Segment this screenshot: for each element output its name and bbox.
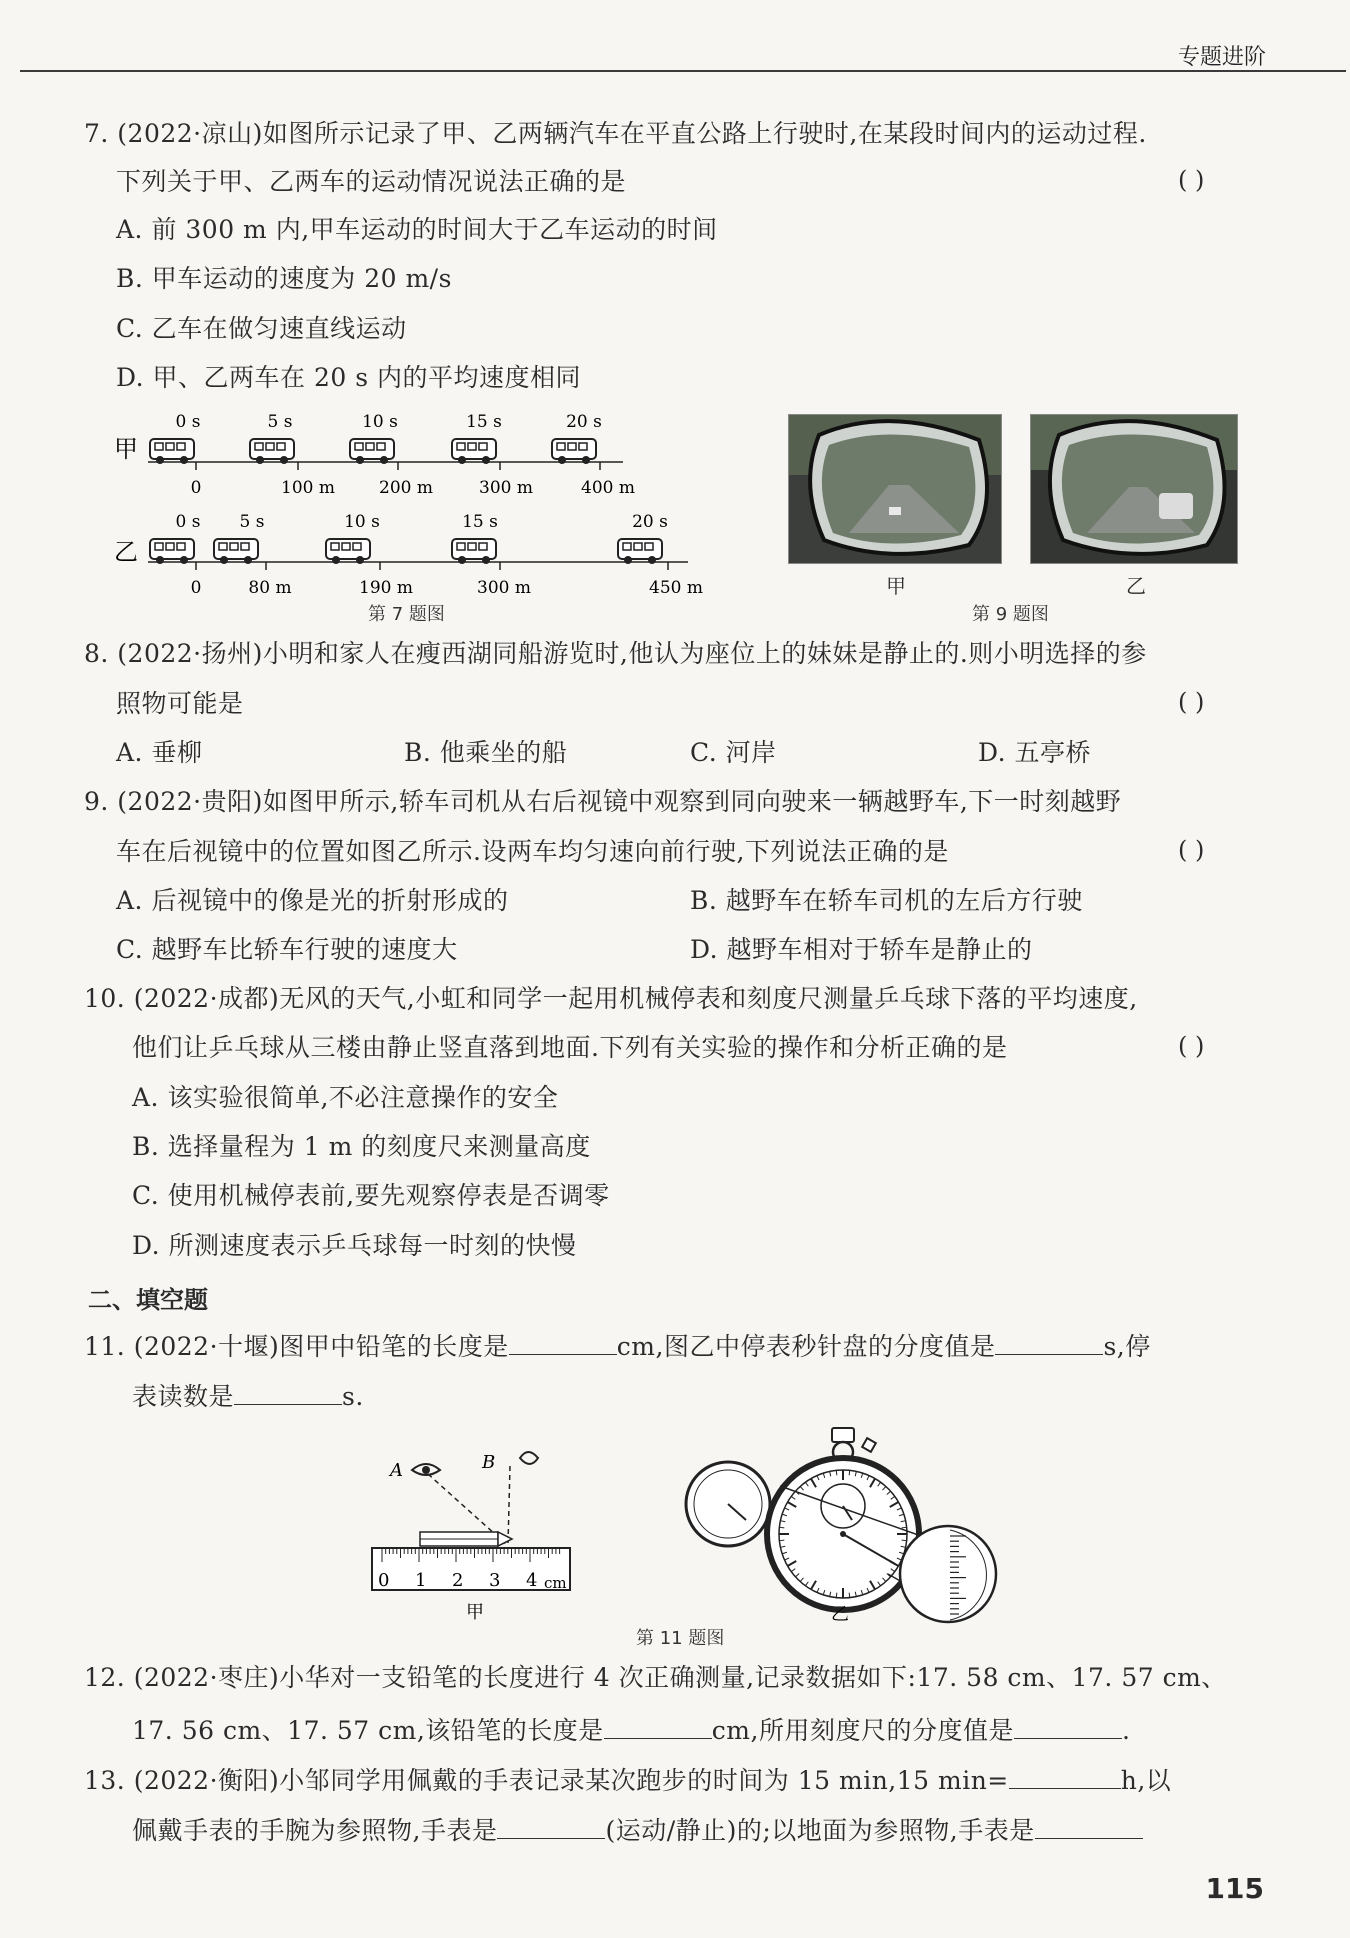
q7-jia-distance: 200 m (379, 478, 433, 498)
q7-jia-car-3 (452, 439, 496, 464)
q11-eye-a-label: A (390, 1460, 403, 1481)
q7-yi-distance: 450 m (649, 578, 703, 598)
q11-line2 (132, 1378, 364, 1413)
q9-option-b: B. 越野车在轿车司机的左后方行驶 (690, 886, 1083, 915)
q10-option-c: C. 使用机械停表前,要先观察停表是否调零 (132, 1181, 610, 1210)
q9-option-a: A. 后视镜中的像是光的折射形成的 (116, 886, 509, 915)
q7-figure-caption: 第 7 题图 (368, 604, 445, 625)
q7-yi-car-4 (618, 539, 662, 564)
q8-option-a: A. 垂柳 (116, 738, 203, 767)
ruler (372, 1548, 570, 1590)
q9-stem-line2: 车在后视镜中的位置如图乙所示.设两车均匀速向前行驶,下列说法正确的是 (116, 837, 949, 866)
dial-tick-mark (836, 1470, 837, 1475)
q11-blank-division[interactable] (995, 1328, 1103, 1355)
q7-yi-car-0 (150, 539, 194, 564)
q13-line2 (132, 1812, 1143, 1847)
q11-line1 (84, 1328, 1151, 1363)
q7-option-d: D. 甲、乙两车在 20 s 内的平均速度相同 (116, 363, 582, 392)
q7-stem-line2: 下列关于甲、乙两车的运动情况说法正确的是 (116, 167, 627, 196)
q11-figure-yi (680, 1424, 1000, 1624)
q13-text-2: h,以 (1120, 1766, 1172, 1795)
q10-option-d: D. 所测速度表示乒乓球每一时刻的快慢 (132, 1231, 577, 1260)
q12-text-3: cm,所用刻度尺的分度值是 (711, 1716, 1014, 1745)
q11-ruler-tick: 3 (489, 1570, 501, 1591)
q7-yi-distance: 300 m (477, 578, 531, 598)
q7-yi-time: 10 s (344, 512, 380, 532)
q7-yi-car-2 (326, 539, 370, 564)
q11-label-jia: 甲 (466, 1602, 484, 1620)
q8-option-c: C. 河岸 (690, 738, 777, 767)
q13-text-4: (运动/静止)的;以地面为参照物,手表是 (605, 1816, 1035, 1845)
q7-figure (108, 405, 728, 625)
q11-text-5: s. (342, 1382, 364, 1411)
q7-yi-car-3 (452, 539, 496, 564)
q11-text-3: s,停 (1103, 1332, 1151, 1361)
q7-yi-distance: 190 m (359, 578, 413, 598)
q9-answer-paren: ( ) (1178, 836, 1205, 864)
q10-stem-line1: 10. (2022·成都)无风的天气,小虹和同学一起用机械停表和刻度尺测量乒乓球下落的平均速度, (84, 984, 1138, 1013)
q7-yi-time: 15 s (462, 512, 498, 532)
q7-jia-time: 5 s (267, 412, 293, 432)
q13-blank-ground[interactable] (1035, 1812, 1143, 1839)
q11-label-yi: 乙 (831, 1604, 849, 1624)
q9-figure-caption: 第 9 题图 (972, 604, 1049, 625)
q11-ruler-tick: 4 (526, 1570, 538, 1591)
q7-option-a: A. 前 300 m 内,甲车运动的时间大于乙车运动的时间 (116, 215, 718, 244)
page-number: 115 (1205, 1872, 1264, 1905)
q11-ruler-tick: 1 (415, 1570, 427, 1591)
q7-yi-time: 0 s (175, 512, 201, 532)
q12-blank-length[interactable] (604, 1712, 712, 1739)
q11-text-4: 表读数是 (132, 1382, 235, 1411)
q10-option-a: A. 该实验很简单,不必注意操作的安全 (132, 1083, 559, 1112)
q13-blank-wrist[interactable] (497, 1812, 605, 1839)
q9-stem-line1: 9. (2022·贵阳)如图甲所示,轿车司机从右后视镜中观察到同向驶来一辆越野车,下一时刻越野 (84, 787, 1122, 816)
q12-line2 (132, 1712, 1130, 1747)
q7-jia-distance: 100 m (281, 478, 335, 498)
q7-option-c: C. 乙车在做匀速直线运动 (116, 314, 407, 343)
q7-yi-distance: 0 (190, 578, 202, 598)
q11-blank-reading[interactable] (234, 1378, 342, 1405)
q11-text-2: cm,图乙中停表秒针盘的分度值是 (616, 1332, 996, 1361)
dial-tick-mark (902, 1527, 907, 1528)
q10-answer-paren: ( ) (1178, 1032, 1205, 1060)
dial-tick-mark (849, 1470, 850, 1475)
q7-yi-label: 乙 (114, 538, 138, 566)
q7-jia-time: 0 s (175, 412, 201, 432)
q7-yi-distance: 80 m (248, 578, 292, 598)
q7-yi-time: 20 s (632, 512, 668, 532)
dial-tick-mark (849, 1593, 850, 1598)
q11-figure-jia (370, 1440, 590, 1620)
q7-jia-time: 10 s (362, 412, 398, 432)
q13-text-1: 13. (2022·衡阳)小邹同学用佩戴的手表记录某次跑步的时间为 15 min,15 min= (84, 1766, 1009, 1795)
q11-eye-b-label: B (482, 1452, 496, 1473)
q11-ruler-tick: 0 (378, 1570, 390, 1591)
q7-answer-paren: ( ) (1178, 166, 1205, 194)
q7-jia-distance: 400 m (581, 478, 635, 498)
q8-option-d: D. 五亭桥 (978, 738, 1092, 767)
q9-option-c: C. 越野车比轿车行驶的速度大 (116, 935, 458, 964)
q9-photo-jia (788, 414, 1002, 564)
q8-stem-line1: 8. (2022·扬州)小明和家人在瘦西湖同船游览时,他认为座位上的妹妹是静止的.则小明选择的参 (84, 639, 1147, 668)
q7-jia-time: 15 s (466, 412, 502, 432)
q11-ruler-tick: 2 (452, 1570, 464, 1591)
q7-yi-time: 5 s (239, 512, 265, 532)
q7-jia-car-2 (350, 439, 394, 464)
q11-ruler-unit: cm (544, 1574, 567, 1592)
q10-option-b: B. 选择量程为 1 m 的刻度尺来测量高度 (132, 1132, 591, 1161)
q7-jia-time: 20 s (566, 412, 602, 432)
dial-tick-mark (779, 1527, 784, 1528)
q12-text-4: . (1121, 1716, 1131, 1745)
q7-jia-label: 甲 (114, 435, 138, 463)
dial-tick-mark (779, 1540, 784, 1541)
q11-figure-caption: 第 11 题图 (636, 1628, 725, 1649)
q9-label-yi: 乙 (1126, 574, 1147, 598)
q8-stem-line2: 照物可能是 (116, 689, 244, 718)
section-fill-in-title: 二、填空题 (88, 1286, 208, 1314)
q7-jia-car-0 (150, 439, 194, 464)
q7-option-b: B. 甲车运动的速度为 20 m/s (116, 264, 452, 293)
dial-tick-mark (902, 1540, 907, 1541)
q13-text-3: 佩戴手表的手腕为参照物,手表是 (132, 1816, 498, 1845)
q9-photo-yi (1030, 414, 1238, 564)
q9-label-jia: 甲 (886, 574, 907, 598)
q12-line1: 12. (2022·枣庄)小华对一支铅笔的长度进行 4 次正确测量,记录数据如下:17. 58 cm、17. 57 cm、 (84, 1663, 1227, 1692)
header-rule (20, 70, 1346, 72)
q8-option-b: B. 他乘坐的船 (404, 738, 568, 767)
q11-text-1: 11. (2022·十堰)图甲中铅笔的长度是 (84, 1332, 509, 1361)
eye-icon (520, 1452, 538, 1464)
q10-stem-line2: 他们让乒乓球从三楼由静止竖直落到地面.下列有关实验的操作和分析正确的是 (132, 1033, 1008, 1062)
q7-jia-car-1 (250, 439, 294, 464)
q13-line1 (84, 1762, 1171, 1797)
q13-blank-hours[interactable] (1009, 1762, 1121, 1789)
q9-option-d: D. 越野车相对于轿车是静止的 (690, 935, 1033, 964)
dial-tick-mark (836, 1593, 837, 1598)
section-tag: 专题进阶 (1177, 45, 1266, 70)
q7-stem-line1: 7. (2022·凉山)如图所示记录了甲、乙两辆汽车在平直公路上行驶时,在某段时间内的运动过程. (84, 119, 1147, 148)
q8-answer-paren: ( ) (1178, 688, 1205, 716)
q12-text-2: 17. 56 cm、17. 57 cm,该铅笔的长度是 (132, 1716, 604, 1745)
q11-blank-length[interactable] (509, 1328, 617, 1355)
q7-jia-car-4 (552, 439, 596, 464)
q7-yi-car-1 (214, 539, 258, 564)
q7-jia-distance: 0 (190, 478, 202, 498)
q7-jia-distance: 300 m (479, 478, 533, 498)
q12-blank-division[interactable] (1014, 1712, 1122, 1739)
